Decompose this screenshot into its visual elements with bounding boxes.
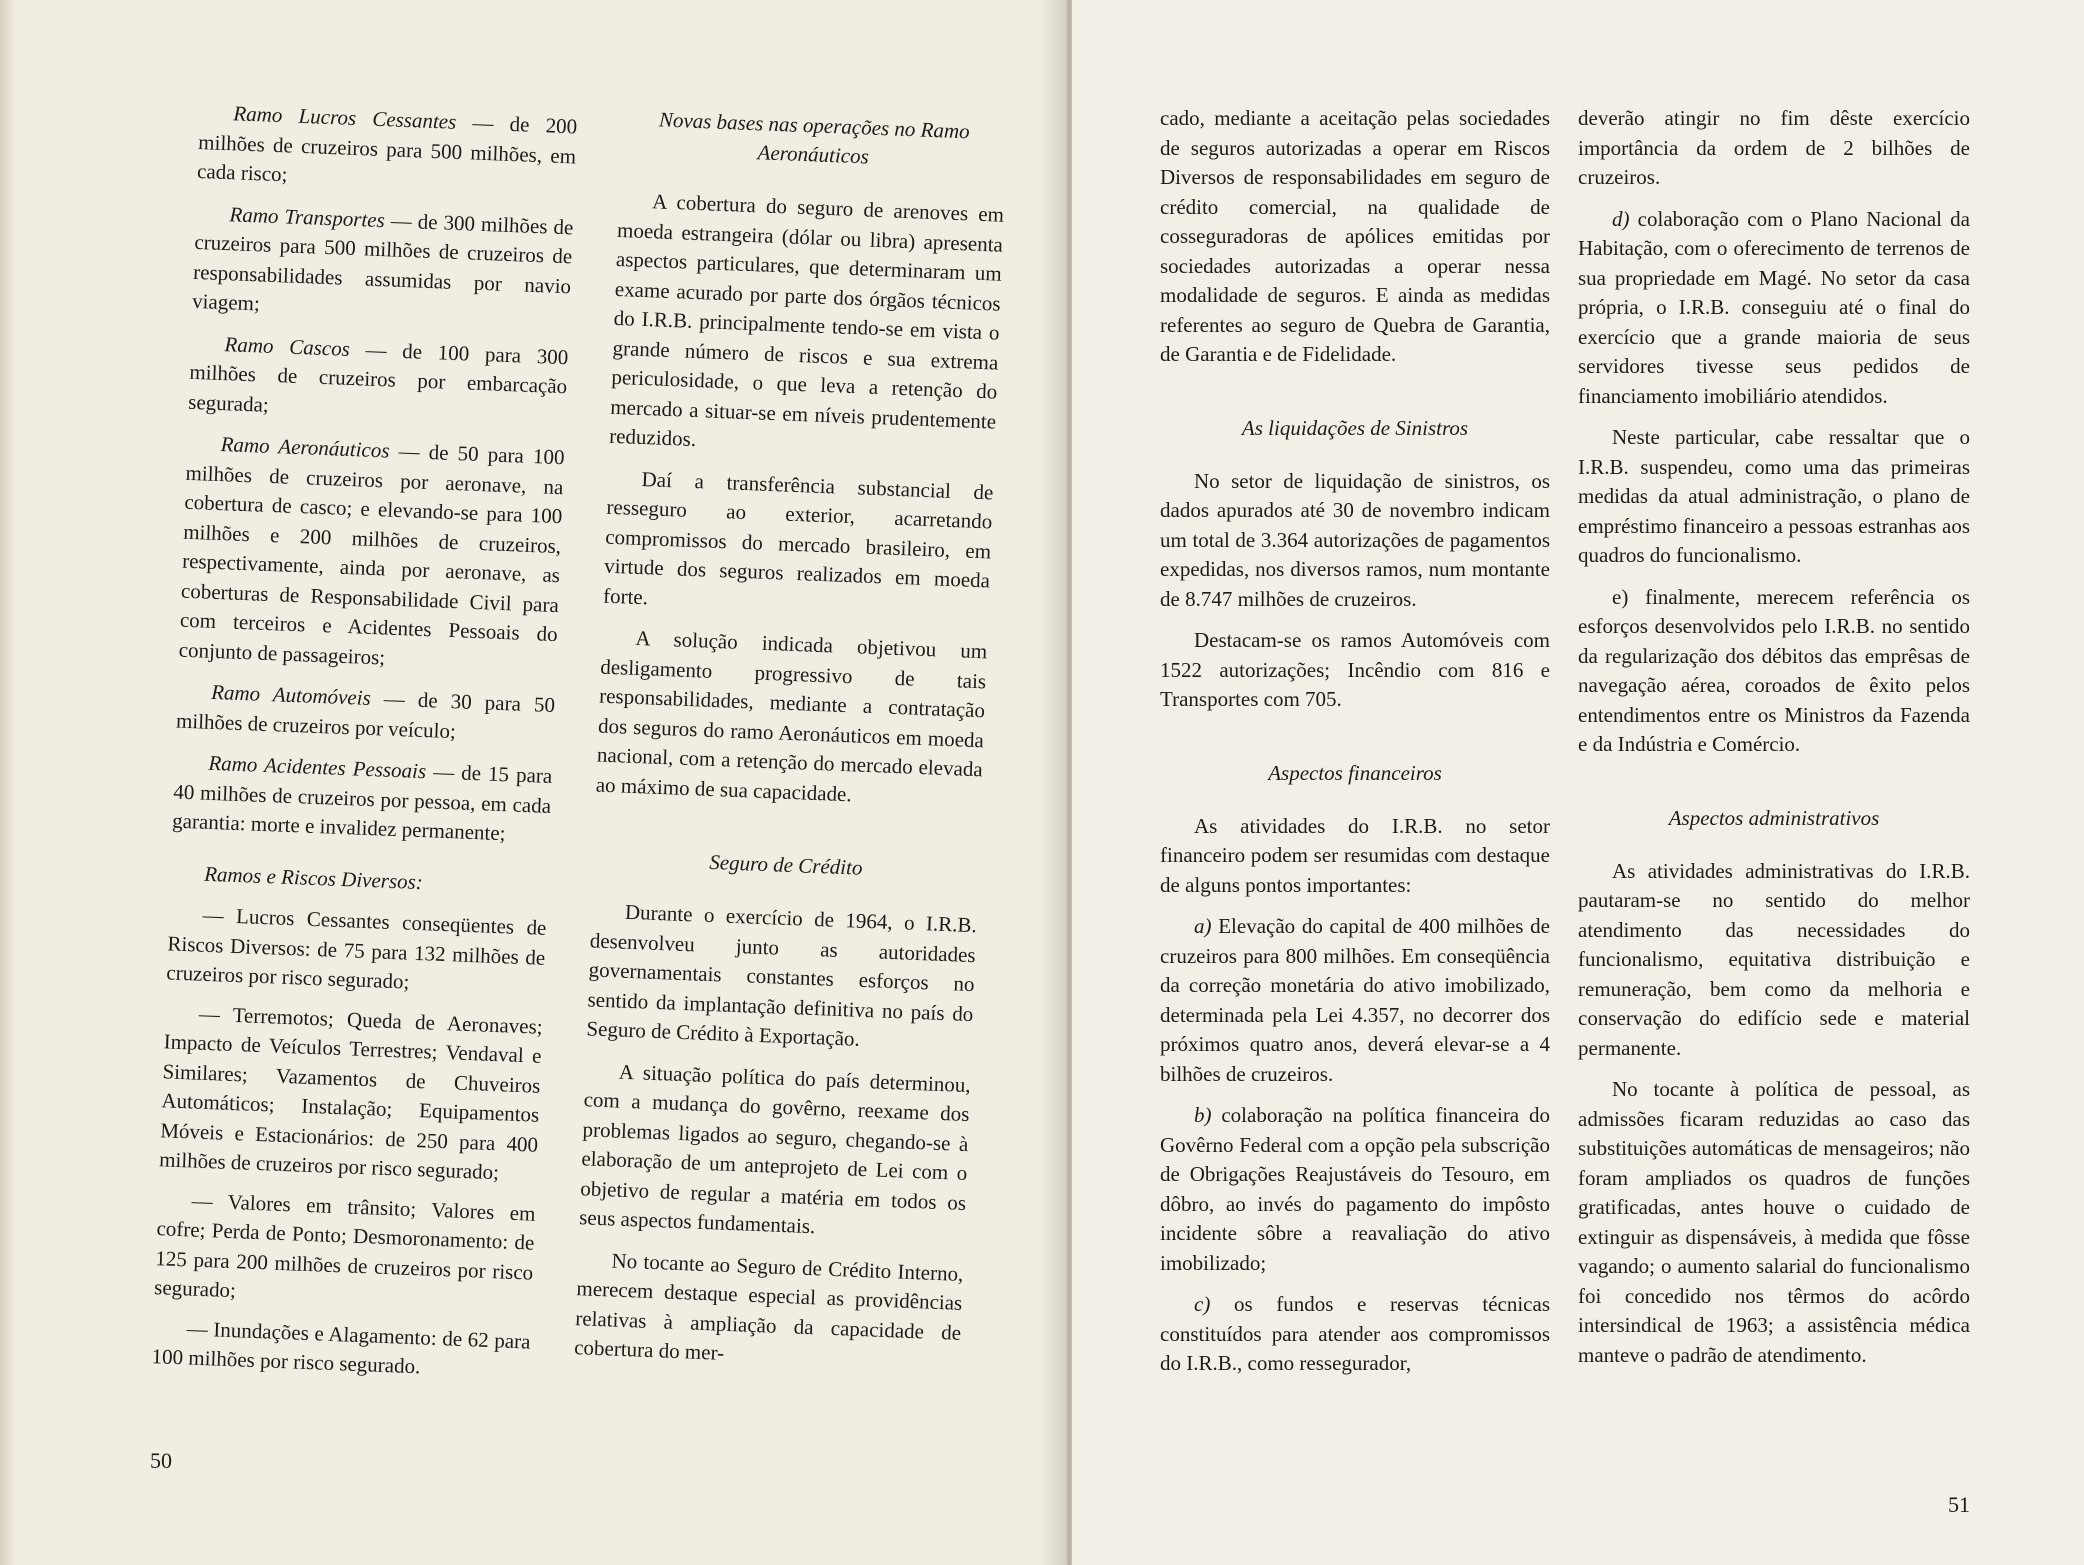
paragraph (172, 748, 553, 851)
paragraph: cado, mediante a aceitação pelas sociedades de seguros autorizadas a operar em Riscos Diversos de responsabilidades em seguro de crédito comercial, na qualidade de cosseguradoras de apólices emitidas por sociedades autorizadas a operar nessa modalidade de seguros. E ainda as medidas referentes ao seguro de Quebra de Garantia, de Garantia e de Fidelidade. (1160, 106, 1550, 366)
right-page-column-2 (1578, 104, 1970, 1382)
ramo-title: Ramo Transportes (229, 201, 386, 232)
paragraph (197, 98, 578, 201)
paragraph: No setor de liquidação de sinistros, os dados apurados até 30 de novembro indicam um total de 3.364 autorizações de pagamentos expedidas, nos diversos ramos, num montante de 8.747 milhões de cruzeiros. (1160, 468, 1550, 611)
paragraph-text: — de 300 milhões de cruzeiros para 500 milhões de cruzeiros de responsabilidades assumidas por navio viagem; (191, 207, 574, 316)
list-item (1160, 1101, 1550, 1278)
item-label: c) (1194, 1292, 1211, 1316)
section-heading: Aspectos financeiros (1268, 760, 1442, 785)
paragraph: Destacam-se os ramos Automóveis com 1522 autorizações; Incêndio com 816 e Transportes com 705. (1160, 628, 1550, 711)
paragraph (192, 198, 574, 330)
paragraph (178, 429, 565, 679)
paragraph: As atividades administrativas do I.R.B. pautaram-se no sentido do melhor atendimento das necessidades do funcionalismo, equitativa distribuição e remuneração, bem como da melhoria e conservação do edifício sede e material permanente. (1578, 858, 1970, 1060)
list-item: — Terremotos; Queda de Aeronaves; Impacto de Veículos Terrestres; Vendaval e Similares; Vazamentos de Chuveiros Automáticos; Instalação; Equipamentos Móveis e Estacionários: de 250 para 400 milhões de cruzeiros por risco segurado; (158, 1001, 544, 1185)
paragraph: deverão atingir no fim dêste exercício importância da ordem de 2 bilhões de cruzeiros. (1578, 106, 1970, 189)
paragraph-text: — de 30 para 50 milhões de cruzeiros por veículo; (175, 686, 556, 743)
paragraph: Daí a transferência substancial de resseguro ao exterior, acarretando compromissos do mercado brasileiro, em virtude dos seguros realizados em moeda forte. (602, 466, 994, 609)
list-item: — Lucros Cessantes conseqüentes de Riscos Diversos: de 75 para 132 milhões de cruzeiros por risco segurado; (165, 902, 547, 994)
paragraph-text: — de 50 para 100 milhões de cruzeiros por aeronave, na cobertura de casco; e elevando-se para 100 milhões e 200 milhões de cruzeiros, respectivamente, ainda por aeronave, as coberturas de Responsabilidade Civil para com terceiros e Acidentes Pessoais do conjunto de passageiros; (178, 438, 565, 670)
paragraph-text: — de 15 para 40 milhões de cruzeiros por pessoa, em cada garantia: morte e invalidez permanente; (171, 759, 553, 846)
list-item (1578, 583, 1970, 760)
paragraph: Neste particular, cabe ressaltar que o I.R.B. suspendeu, como uma das primeiras medidas da atual administração, o plano de empréstimo financeiro a pessoas estranhas aos quadros do funcionalismo. (1578, 425, 1970, 567)
section-heading: Aspectos administrativos (1668, 805, 1880, 830)
item-text: os fundos e reservas técnicas constituídos para atender aos compromissos do I.R.B., como ressegurador, (1160, 1292, 1550, 1375)
list-item (1578, 205, 1970, 412)
ramo-title: Ramo Automóveis (210, 679, 372, 710)
left-page-column-2 (573, 104, 1008, 1389)
section-heading: Seguro de Crédito (708, 849, 863, 880)
paragraph: Durante o exercício de 1964, o I.R.B. desenvolveu junto as autoridades governamentais constantes esforços no sentido da implantação definitiva no país do Seguro de Crédito à Exportação. (586, 899, 978, 1051)
paragraph: As atividades do I.R.B. no setor financeiro podem ser resumidas com destaque de alguns pontos importantes: (1160, 813, 1550, 897)
item-text: colaboração com o Plano Nacional da Habitação, com o oferecimento de terrenos de sua propriedade em Magé. No setor da casa própria, o I.R.B. conseguiu até o final do exercício que a grande maioria de seus servidores tivesse seus pedidos de financiamento imobiliário atendidos. (1578, 206, 1970, 408)
section-heading: As liquidações de Sinistros (1241, 415, 1469, 440)
left-page-column-1 (151, 98, 578, 1396)
paragraph (188, 328, 569, 431)
item-label: e) (1612, 584, 1629, 609)
item-text: finalmente, merecem referência os esforços desenvolvidos pelo I.R.B. no sentido da regularização dos débitos das emprêsas de navegação aérea, coroados de êxito pelos entendimentos entre os Ministros da Fazenda e da Indústria e Comércio. (1578, 584, 1970, 756)
right-page-column-1 (1160, 104, 1550, 1391)
paragraph (176, 677, 556, 750)
list-item: — Inundações e Alagamento: de 62 para 100 milhões por risco segurado. (151, 1315, 531, 1379)
item-label: d) (1612, 206, 1630, 231)
paragraph-text: — de 100 para 300 milhões de cruzeiros por embarcação segurada; (187, 336, 569, 417)
item-label: a) (1194, 914, 1212, 938)
list-item (1160, 1290, 1550, 1379)
ramo-title: Ramo Aeronáuticos (220, 432, 391, 463)
page-number: 51 (1948, 1492, 1970, 1517)
subsection-heading: Ramos e Riscos Diversos: (203, 861, 424, 894)
paragraph-text: — de 200 milhões de cruzeiros para 500 milhões, em cada risco; (196, 109, 578, 187)
item-label: b) (1194, 1103, 1212, 1127)
paragraph: A cobertura do seguro de arenoves em moeda estrangeira (dólar ou libra) apresenta aspectos particulares, que determinaram um exame acurado por parte dos órgãos técnicos do I.R.B. principalmente tendo-se em vista o grande número de riscos e sua extrema periculosidade, o que leva a retenção do mercado a situar-se em níveis prudentemente reduzidos. (608, 189, 1005, 452)
paragraph: A situação política do país determinou, com a mudança do govêrno, reexame dos problemas ligados ao seguro, chegando-se à elaboração de um anteprojeto de Lei com o objetivo de regular a matéria em todos os seus aspectos fundamentais. (578, 1059, 972, 1239)
ramo-title: Ramo Acidentes Pessoais (208, 750, 427, 784)
item-text: Elevação do capital de 400 milhões de cruzeiros para 800 milhões. Em conseqüência da correção monetária do ativo imobilizado, determinada pela Lei 4.357, no decorrer dos próximos quatro anos, deverá elevar-se a 4 bilhões de cruzeiros. (1160, 914, 1550, 1086)
page-number: 50 (150, 1448, 172, 1473)
list-item: — Valores em trânsito; Valores em cofre; Perda de Ponto; Desmoronamento: de 125 para 200 milhões de cruzeiros por risco segurado; (153, 1188, 536, 1303)
list-item (1160, 912, 1550, 1089)
paragraph: No tocante ao Seguro de Crédito Interno, merecem destaque especial as providências relativas à ampliação da capacidade de cobertura do mer- (573, 1247, 964, 1365)
item-text: colaboração na política financeira do Govêrno Federal com a opção pela subscrição de Obrigações Reajustáveis do Tesouro, em dôbro, ao invés do pagamento do impôsto incidente sôbre a reavaliação do ativo imobilizado; (1160, 1103, 1550, 1275)
ramo-title: Ramo Lucros Cessantes (232, 101, 457, 134)
paragraph: A solução indicada objetivou um desligamento progressivo de tais responsabilidades, mediante a contratação dos seguros do ramo Aeronáuticos em moeda nacional, com a retenção do mercado elevada ao máximo de sua capacidade. (595, 625, 988, 806)
paragraph: No tocante à política de pessoal, as admissões ficaram reduzidas ao caso das substituições automáticas de mensageiros; não foram ampliados os quadros de funções gratificadas, antes houve o cuidado de extinguir as dispensáveis, à medida que fôsse vagando; o aumento salarial do funcionalismo foi concedido nos têrmos do acôrdo intersindical de 1963; a assistência médica manteve o padrão de atendimento. (1578, 1077, 1970, 1367)
section-heading: Novas bases nas operações no Ramo Aeronáuticos (658, 107, 971, 169)
ramo-title: Ramo Cascos (224, 331, 351, 361)
